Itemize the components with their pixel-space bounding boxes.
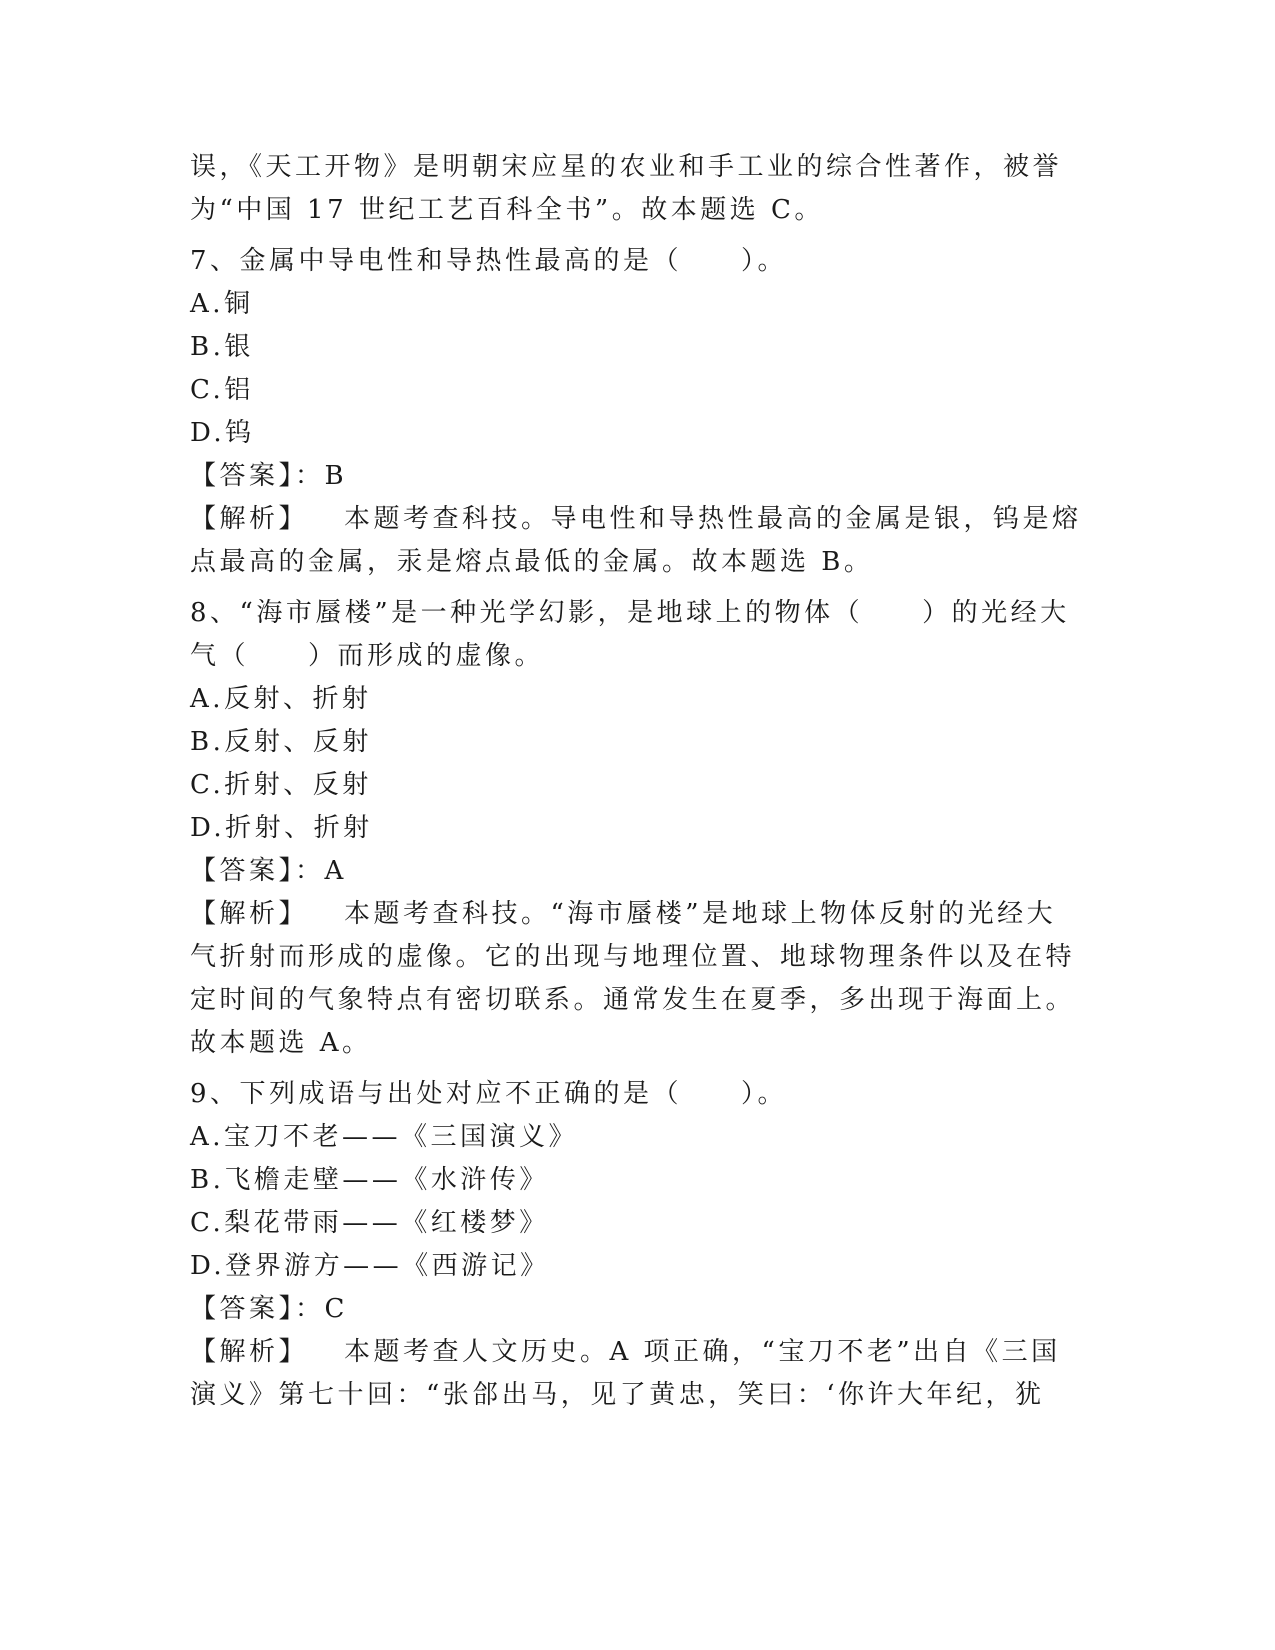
question-7 [190, 240, 1080, 584]
analysis-text: 本题考查科技。“海市蜃楼”是地球上物体反射的光经大 [344, 899, 1057, 929]
text-line: 为“中国 17 世纪工艺百科全书”。故本题选 C。 [190, 195, 824, 225]
option-a: A.宝刀不老——《三国演义》 [190, 1122, 579, 1152]
analysis-line: 演义》第七十回：“张郃出马，见了黄忠，笑曰：‘你许大年纪，犹 [190, 1380, 1045, 1410]
question-9 [190, 1073, 1080, 1417]
analysis-label: 【解析】 [190, 504, 309, 534]
option-b: B.反射、反射 [190, 727, 372, 757]
option-b: B.银 [190, 332, 254, 362]
option-a: A.铜 [190, 289, 254, 319]
question-stem: 气（ ）而形成的虚像。 [190, 641, 545, 671]
intro-block [190, 146, 1080, 232]
analysis-line [190, 498, 1080, 541]
document-page [190, 146, 1080, 1417]
analysis-label: 【解析】 [190, 899, 309, 929]
analysis-text: 本题考查人文历史。A 项正确，“宝刀不老”出自《三国 [344, 1337, 1061, 1367]
question-stem: 7、金属中导电性和导热性最高的是（ ）。 [190, 246, 788, 276]
option-d: D.钨 [190, 418, 255, 448]
text-line: 误，《天工开物》是明朝宋应星的农业和手工业的综合性著作，被誉 [190, 152, 1063, 182]
answer: 【答案】：B [190, 461, 348, 491]
option-c: C.铝 [190, 375, 254, 405]
option-d: D.登界游方——《西游记》 [190, 1251, 550, 1281]
analysis-text: 本题考查科技。导电性和导热性最高的金属是银，钨是熔 [344, 504, 1082, 534]
analysis-line: 故本题选 A。 [190, 1028, 372, 1058]
option-b: B.飞檐走壁——《水浒传》 [190, 1165, 549, 1195]
analysis-line: 气折射而形成的虚像。它的出现与地理位置、地球物理条件以及在特 [190, 942, 1076, 972]
question-8 [190, 592, 1080, 1065]
answer: 【答案】：A [190, 856, 347, 886]
analysis-line: 定时间的气象特点有密切联系。通常发生在夏季，多出现于海面上。 [190, 985, 1076, 1015]
analysis-line [190, 1331, 1080, 1374]
question-stem: 8、“海市蜃楼”是一种光学幻影，是地球上的物体（ ）的光经大 [190, 598, 1070, 628]
analysis-line: 点最高的金属，汞是熔点最低的金属。故本题选 B。 [190, 547, 874, 577]
option-a: A.反射、折射 [190, 684, 372, 714]
option-c: C.折射、反射 [190, 770, 372, 800]
option-d: D.折射、折射 [190, 813, 373, 843]
analysis-line [190, 893, 1080, 936]
analysis-label: 【解析】 [190, 1337, 309, 1367]
option-c: C.梨花带雨——《红楼梦》 [190, 1208, 549, 1238]
answer: 【答案】：C [190, 1294, 348, 1324]
question-stem: 9、下列成语与出处对应不正确的是（ ）。 [190, 1079, 788, 1109]
